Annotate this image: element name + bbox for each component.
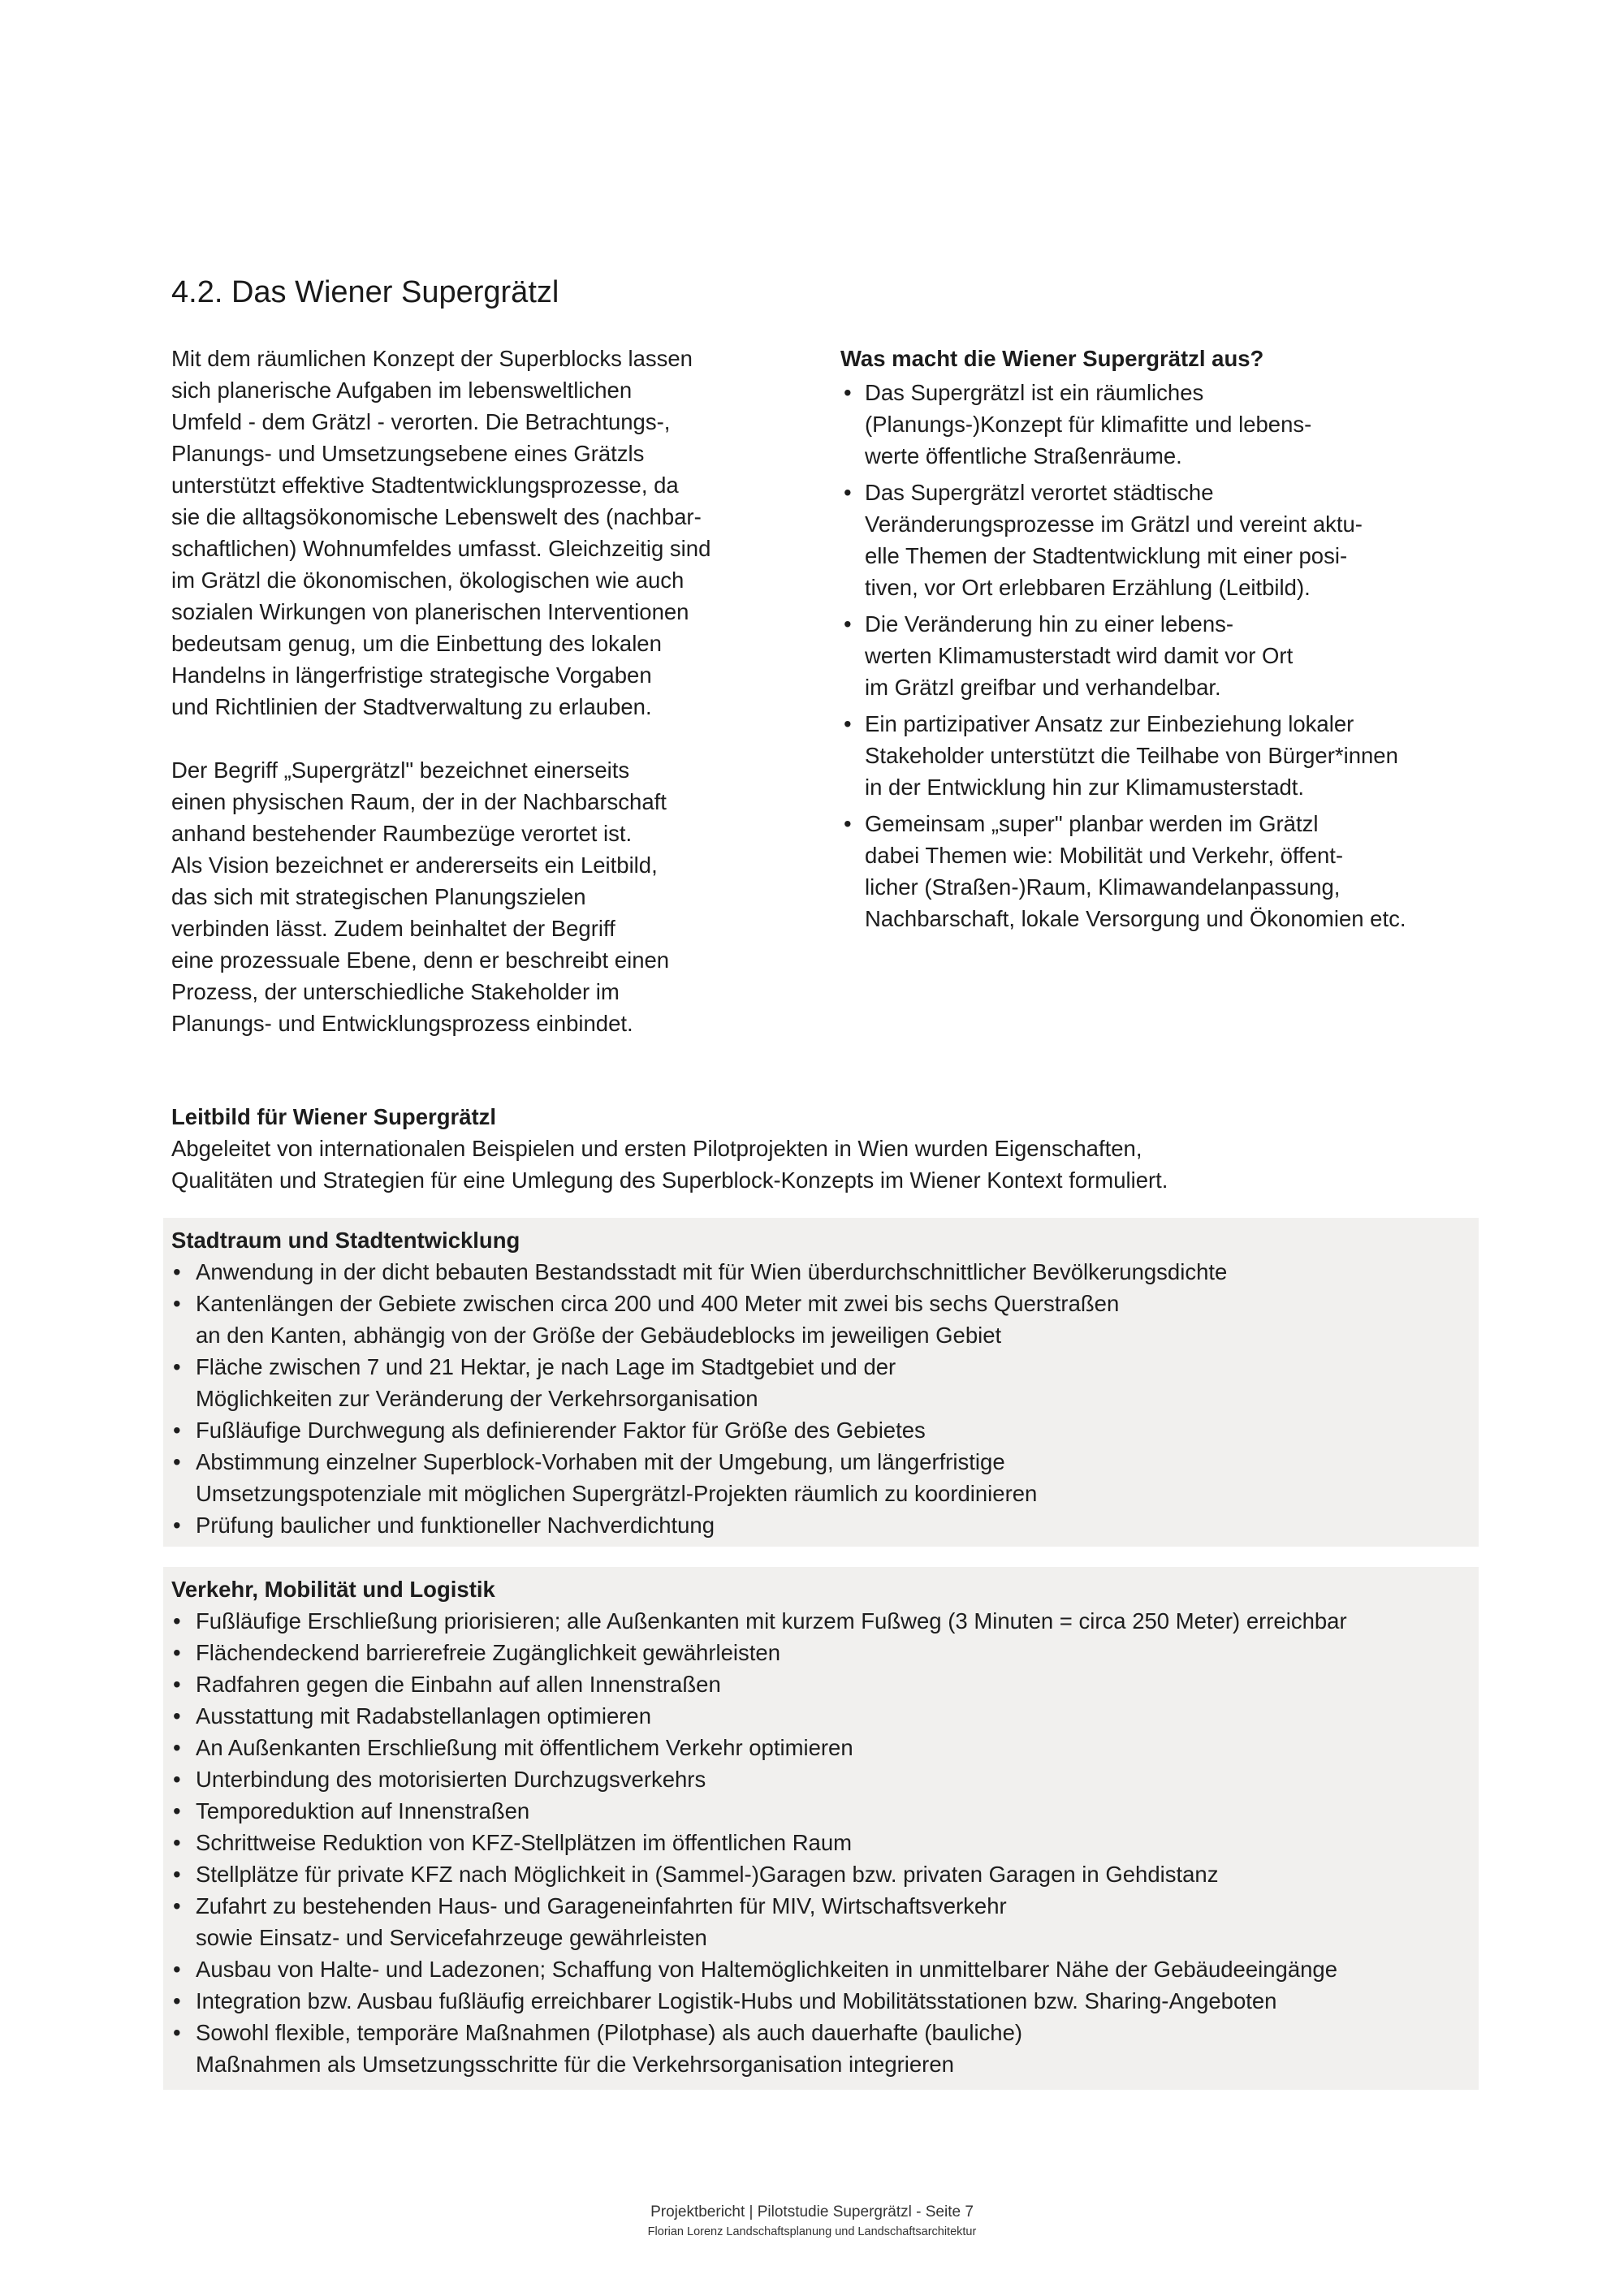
list-item-text: Radfahren gegen die Einbahn auf allen Innenstraßen bbox=[196, 1672, 721, 1697]
bullet-icon: • bbox=[173, 1513, 181, 1538]
page-title: 4.2. Das Wiener Supergrätzl bbox=[171, 275, 559, 309]
bullet-icon: • bbox=[173, 1418, 181, 1443]
bullet-icon: • bbox=[173, 1830, 181, 1855]
list-item-text: Sowohl flexible, temporäre Maßnahmen (Pilotphase) als auch dauerhafte (bauliche) Maßnahmen als Umsetzungsschritte für die Verkehrsorganisation integrieren bbox=[196, 2020, 1023, 2077]
list-item-text: Unterbindung des motorisierten Durchzugsverkehrs bbox=[196, 1767, 706, 1792]
list-item bbox=[171, 1256, 1471, 1288]
bullet-icon: • bbox=[173, 1640, 181, 1665]
panel-heading: Verkehr, Mobilität und Logistik bbox=[171, 1577, 495, 1602]
bullet-icon: • bbox=[173, 1767, 181, 1792]
list-item bbox=[171, 1763, 1471, 1795]
list-item-text: Gemeinsam „super" planbar werden im Grätzl dabei Themen wie: Mobilität und Verkehr, öffent- licher (Straßen-)Raum, Klimawandelanpassung, Nachbarschaft, lokale Versorgung und Ökonomien etc. bbox=[865, 811, 1406, 931]
bullet-icon: • bbox=[173, 1735, 181, 1760]
list-item bbox=[171, 1446, 1471, 1509]
list-item bbox=[840, 608, 1482, 703]
list-item-text: Das Supergrätzl verortet städtische Veränderungsprozesse im Grätzl und vereint aktu- elle Themen der Stadtentwicklung mit einer posi- tiven, vor Ort erlebbaren Erzählung (Leitbild). bbox=[865, 480, 1363, 600]
list-item bbox=[171, 1827, 1471, 1858]
list-item bbox=[840, 477, 1482, 603]
bullet-icon: • bbox=[173, 1608, 181, 1634]
leitbild-section bbox=[171, 1101, 1487, 1196]
list-item bbox=[171, 2017, 1471, 2080]
bullet-icon: • bbox=[173, 1672, 181, 1697]
list-item-text: Ein partizipativer Ansatz zur Einbeziehung lokaler Stakeholder unterstützt die Teilhabe von Bürger*innen in der Entwicklung hin zur Klimamusterstadt. bbox=[865, 711, 1398, 800]
bullet-icon: • bbox=[173, 1703, 181, 1728]
list-item bbox=[171, 1288, 1471, 1351]
list-item bbox=[171, 1414, 1471, 1446]
list-item bbox=[171, 1351, 1471, 1414]
list-item-text: Das Supergrätzl ist ein räumliches (Planungs-)Konzept für klimafitte und lebens- werte öffentliche Straßenräume. bbox=[865, 380, 1312, 468]
left-column bbox=[171, 343, 788, 1039]
list-item bbox=[171, 1890, 1471, 1953]
list-item-text: Zufahrt zu bestehenden Haus- und Garageneinfahrten für MIV, Wirtschaftsverkehr sowie Einsatz- und Servicefahrzeuge gewährleisten bbox=[196, 1893, 1007, 1950]
definition-paragraph: Der Begriff „Supergrätzl" bezeichnet einerseits einen physischen Raum, der in der Nachbarschaft anhand bestehender Raumbezüge verortet ist. Als Vision bezeichnet er andererseits ein Leitbild, das sich mit strategischen Planungszielen verbinden lässt. Zudem beinhaltet der Begriff eine prozessuale Ebene, denn er beschreibt einen Prozess, der unterschiedliche Stakeholder im Planungs- und Entwicklungsprozess einbindet. bbox=[171, 757, 670, 1036]
list-item bbox=[171, 1985, 1471, 2017]
bullet-icon: • bbox=[173, 1798, 181, 1823]
bullet-icon: • bbox=[173, 1862, 181, 1887]
list-item-text: Fußläufige Durchwegung als definierender Faktor für Größe des Gebietes bbox=[196, 1418, 926, 1443]
list-item-text: Schrittweise Reduktion von KFZ-Stellplätzen im öffentlichen Raum bbox=[196, 1830, 853, 1855]
page-footer bbox=[0, 2202, 1624, 2241]
bullet-icon: • bbox=[844, 480, 852, 505]
list-item bbox=[840, 808, 1482, 934]
leitbild-text: Abgeleitet von internationalen Beispielen und ersten Pilotprojekten in Wien wurden Eigenschaften, Qualitäten und Strategien für eine Umlegung des Superblock-Konzepts im Wiener Kontext formuliert. bbox=[171, 1136, 1168, 1193]
list-item-text: Flächendeckend barrierefreie Zugänglichkeit gewährleisten bbox=[196, 1640, 780, 1665]
list-item bbox=[171, 1732, 1471, 1763]
list-item-text: Integration bzw. Ausbau fußläufig erreichbarer Logistik-Hubs und Mobilitätsstationen bzw. Sharing-Angeboten bbox=[196, 1988, 1277, 2013]
list-item-text: Ausstattung mit Radabstellanlagen optimieren bbox=[196, 1703, 652, 1728]
bullet-icon: • bbox=[173, 1988, 181, 2013]
panel-stadtraum bbox=[163, 1218, 1479, 1547]
right-column-heading: Was macht die Wiener Supergrätzl aus? bbox=[840, 346, 1264, 371]
bullet-icon: • bbox=[173, 1354, 181, 1379]
list-item-text: Abstimmung einzelner Superblock-Vorhaben mit der Umgebung, um längerfristige Umsetzungspotenziale mit möglichen Supergrätzl-Projekten räumlich zu koordinieren bbox=[196, 1449, 1038, 1506]
list-item bbox=[171, 1795, 1471, 1827]
bullet-icon: • bbox=[173, 1259, 181, 1284]
footer-author-line: Florian Lorenz Landschaftsplanung und Landschaftsarchitektur bbox=[647, 2225, 977, 2238]
list-item bbox=[171, 1637, 1471, 1668]
list-item bbox=[171, 1509, 1471, 1541]
list-item bbox=[171, 1668, 1471, 1700]
supergraetzl-features-list bbox=[840, 377, 1482, 934]
list-item-text: An Außenkanten Erschließung mit öffentlichem Verkehr optimieren bbox=[196, 1735, 853, 1760]
panel-list bbox=[171, 1605, 1471, 2080]
list-item bbox=[171, 1700, 1471, 1732]
list-item-text: Prüfung baulicher und funktioneller Nachverdichtung bbox=[196, 1513, 715, 1538]
panel-heading: Stadtraum und Stadtentwicklung bbox=[171, 1228, 520, 1253]
bullet-icon: • bbox=[173, 1957, 181, 1982]
intro-paragraph: Mit dem räumlichen Konzept der Superblocks lassen sich planerische Aufgaben im lebensweltlichen Umfeld - dem Grätzl - verorten. Die Betrachtungs-, Planungs- und Umsetzungsebene eines Grätzls unterstützt effektive Stadtentwicklungsprozesse, da sie die alltagsökonomische Lebenswelt des (nachbar- schaftlichen) Wohnumfeldes umfasst. Gleichzeitig sind im Grätzl die ökonomischen, ökologischen wie auch sozialen Wirkungen von planerischen Interventionen bedeutsam genug, um die Einbettung des lokalen Handelns in längerfristige strategische Vorgaben und Richtlinien der Stadtverwaltung zu erlauben. bbox=[171, 346, 711, 719]
list-item-text: Die Veränderung hin zu einer lebens- werten Klimamusterstadt wird damit vor Ort im Grätzl greifbar und verhandelbar. bbox=[865, 611, 1294, 700]
list-item-text: Fläche zwischen 7 und 21 Hektar, je nach Lage im Stadtgebiet und der Möglichkeiten zur Veränderung der Verkehrsorganisation bbox=[196, 1354, 896, 1411]
bullet-icon: • bbox=[844, 811, 852, 836]
list-item bbox=[840, 708, 1482, 803]
list-item-text: Stellplätze für private KFZ nach Möglichkeit in (Sammel-)Garagen bzw. privaten Garagen in Gehdistanz bbox=[196, 1862, 1219, 1887]
bullet-icon: • bbox=[173, 1449, 181, 1474]
list-item-text: Anwendung in der dicht bebauten Bestandsstadt mit für Wien überdurchschnittlicher Bevölkerungsdichte bbox=[196, 1259, 1228, 1284]
footer-report-line: Projektbericht | Pilotstudie Supergrätzl - Seite 7 bbox=[650, 2203, 974, 2220]
panel-list bbox=[171, 1256, 1471, 1541]
list-item bbox=[171, 1953, 1471, 1985]
bullet-icon: • bbox=[173, 1291, 181, 1316]
list-item-text: Temporeduktion auf Innenstraßen bbox=[196, 1798, 530, 1823]
list-item-text: Ausbau von Halte- und Ladezonen; Schaffung von Haltemöglichkeiten in unmittelbarer Nähe der Gebäudeeingänge bbox=[196, 1957, 1338, 1982]
bullet-icon: • bbox=[844, 611, 852, 637]
list-item bbox=[171, 1858, 1471, 1890]
right-column bbox=[840, 343, 1482, 939]
panel-verkehr bbox=[163, 1567, 1479, 2090]
bullet-icon: • bbox=[844, 711, 852, 736]
bullet-icon: • bbox=[173, 1893, 181, 1918]
list-item-text: Fußläufige Erschließung priorisieren; alle Außenkanten mit kurzem Fußweg (3 Minuten = circa 250 Meter) erreichbar bbox=[196, 1608, 1347, 1634]
list-item-text: Kantenlängen der Gebiete zwischen circa 200 und 400 Meter mit zwei bis sechs Querstraßen an den Kanten, abhängig von der Größe der Gebäudeblocks im jeweiligen Gebiet bbox=[196, 1291, 1120, 1348]
list-item bbox=[171, 1605, 1471, 1637]
leitbild-heading: Leitbild für Wiener Supergrätzl bbox=[171, 1104, 497, 1129]
bullet-icon: • bbox=[173, 2020, 181, 2045]
list-item bbox=[840, 377, 1482, 472]
bullet-icon: • bbox=[844, 380, 852, 405]
